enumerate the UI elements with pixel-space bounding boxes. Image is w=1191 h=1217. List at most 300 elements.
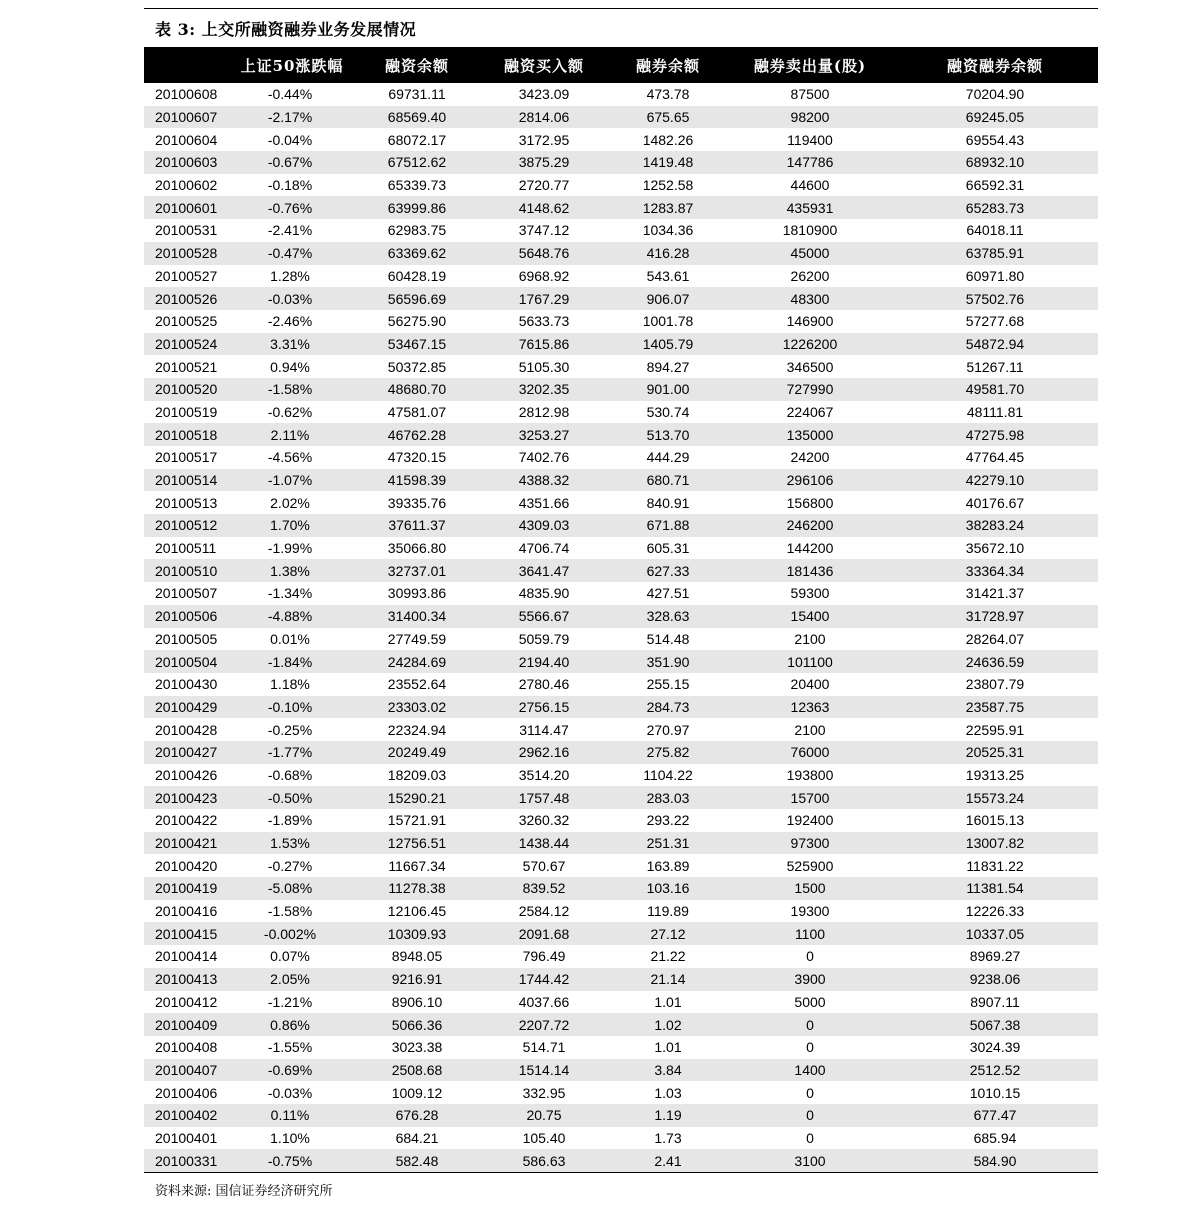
table-cell: 1482.26 (642, 131, 694, 148)
table-cell: 63999.86 (354, 196, 480, 219)
table-cell: 24636.59 (892, 650, 1098, 673)
table-cell: 146900 (786, 313, 834, 330)
table-cell: 5067.38 (892, 1013, 1098, 1036)
column-header: 融资融券余额 (892, 47, 1098, 83)
date-cell: 20100527 (155, 267, 218, 284)
table-cell: 1767.29 (480, 287, 608, 310)
table-cell: 840.91 (646, 494, 690, 511)
table-row (144, 673, 1098, 696)
table-cell: 32737.01 (354, 559, 480, 582)
table-row (144, 128, 1098, 151)
table-cell: 68072.17 (387, 131, 447, 148)
table-cell: -1.58% (267, 903, 313, 920)
table-cell: 3.31% (230, 333, 354, 356)
table-cell: 2.41 (608, 1149, 728, 1172)
table-cell: 283.03 (608, 786, 728, 809)
date-cell: 20100416 (155, 903, 218, 920)
table-row (144, 922, 1098, 945)
column-header: 融资买入额 (480, 47, 608, 83)
table-row (144, 106, 1098, 129)
table-cell: 63785.91 (892, 242, 1098, 265)
table-cell: 31400.34 (354, 605, 480, 628)
table-cell: 49581.70 (892, 378, 1098, 401)
table-cell: 47320.15 (387, 449, 447, 466)
table-cell: 20.75 (480, 1104, 608, 1127)
date-cell: 20100427 (144, 741, 230, 764)
table-cell: 76000 (728, 741, 892, 764)
table-cell: 514.48 (646, 630, 690, 647)
table-cell: 1.28% (270, 267, 310, 284)
date-cell: 20100408 (155, 1039, 218, 1056)
table-row (144, 1104, 1098, 1127)
table-cell: 44600 (790, 177, 830, 194)
table-cell: 1744.42 (480, 968, 608, 991)
table-cell: 11667.34 (388, 857, 446, 874)
table-cell: 12363 (728, 696, 892, 719)
table-cell: 3202.35 (480, 378, 608, 401)
table-row (144, 1059, 1098, 1082)
table-row (144, 378, 1098, 401)
table-cell: -1.55% (267, 1039, 313, 1056)
table-cell: -1.89% (267, 812, 313, 829)
date-cell: 20100526 (144, 287, 230, 310)
table-cell: 48680.70 (354, 378, 480, 401)
table-cell: 19300 (790, 903, 830, 920)
header-row (144, 47, 1098, 83)
table-cell: -0.44% (267, 86, 313, 103)
table-cell: 3641.47 (480, 559, 608, 582)
date-cell: 20100512 (144, 514, 230, 537)
table-cell: 255.15 (646, 676, 690, 693)
table-cell: 5000 (794, 993, 826, 1010)
table-row (144, 333, 1098, 356)
date-cell: 20100413 (144, 968, 230, 991)
table-cell: -4.88% (230, 605, 354, 628)
table-cell: 416.28 (608, 242, 728, 265)
table-cell: 5059.79 (518, 630, 570, 647)
table-cell: 3100 (728, 1149, 892, 1172)
table-cell: 60971.80 (965, 267, 1025, 284)
table-cell: 4309.03 (480, 514, 608, 537)
table-cell: 1.01 (654, 1039, 682, 1056)
table-container (144, 47, 1098, 1173)
table-cell: 296106 (728, 469, 892, 492)
date-cell: 20100603 (144, 151, 230, 174)
table-cell: 98200 (728, 106, 892, 129)
table-cell: 9216.91 (354, 968, 480, 991)
date-cell: 20100402 (144, 1104, 230, 1127)
table-cell: 35066.80 (387, 540, 447, 557)
table-cell: 8948.05 (391, 948, 443, 965)
table-cell: 4148.62 (480, 196, 608, 219)
table-cell: 251.31 (608, 832, 728, 855)
table-cell: 53467.15 (354, 333, 480, 356)
table-cell: 839.52 (480, 877, 608, 900)
table-cell: 2207.72 (480, 1013, 608, 1036)
table-cell: 0 (728, 1104, 892, 1127)
table-cell: 22595.91 (965, 721, 1025, 738)
table-cell: 11381.54 (892, 877, 1098, 900)
date-cell: 20100517 (155, 449, 218, 466)
date-cell: 20100428 (155, 721, 218, 738)
table-cell: 65283.73 (892, 196, 1098, 219)
table-cell: 246200 (728, 514, 892, 537)
table-row (144, 469, 1098, 492)
table-cell: 7402.76 (518, 449, 570, 466)
table-cell: 530.74 (646, 403, 690, 420)
date-cell: 20100423 (144, 786, 230, 809)
table-cell: 21.22 (650, 948, 686, 965)
table-cell: 156800 (786, 494, 834, 511)
table-cell: 63369.62 (354, 242, 480, 265)
table-cell: 2584.12 (518, 903, 570, 920)
table-cell: 60428.19 (387, 267, 447, 284)
table-cell: -1.58% (230, 378, 354, 401)
table-cell: 22324.94 (387, 721, 447, 738)
table-cell: -4.56% (267, 449, 313, 466)
table-cell: 181436 (728, 559, 892, 582)
table-cell: 328.63 (608, 605, 728, 628)
table-cell: 284.73 (608, 696, 728, 719)
table-cell: 2.05% (230, 968, 354, 991)
table-row (144, 401, 1098, 424)
table-cell: 1810900 (782, 222, 838, 239)
table-cell: 0 (728, 1013, 892, 1036)
table-cell: 13007.82 (892, 832, 1098, 855)
table-cell: 1252.58 (642, 177, 694, 194)
table-cell: 671.88 (608, 514, 728, 537)
table-cell: 15290.21 (354, 786, 480, 809)
table-header (144, 47, 1098, 83)
table-row (144, 877, 1098, 900)
table-cell: 21.14 (608, 968, 728, 991)
table-cell: 28264.07 (965, 630, 1025, 647)
table-cell: 677.47 (892, 1104, 1098, 1127)
table-cell: -2.46% (267, 313, 313, 330)
table-row (144, 355, 1098, 378)
table-cell: 435931 (728, 196, 892, 219)
table-cell: -0.002% (230, 922, 354, 945)
table-cell: 676.28 (354, 1104, 480, 1127)
table-cell: 97300 (728, 832, 892, 855)
table-cell: 2.02% (270, 494, 310, 511)
table-cell: 23552.64 (387, 676, 447, 693)
table-cell: 275.82 (608, 741, 728, 764)
table-cell: 51267.11 (966, 358, 1024, 375)
table-cell: 12756.51 (354, 832, 480, 855)
table-cell: 35672.10 (965, 540, 1025, 557)
table-cell: 39335.76 (387, 494, 447, 511)
table-row (144, 991, 1098, 1014)
table-cell: 894.27 (646, 358, 690, 375)
table-cell: 0.11% (230, 1104, 354, 1127)
table-cell: -2.17% (230, 106, 354, 129)
table-row (144, 219, 1098, 242)
table-cell: 0.01% (270, 630, 310, 647)
table-cell: 0 (806, 1039, 814, 1056)
table-cell: -1.07% (230, 469, 354, 492)
table-cell: 901.00 (608, 378, 728, 401)
table-cell: 20249.49 (354, 741, 480, 764)
table-row (144, 1127, 1098, 1150)
table-cell: -1.34% (267, 585, 313, 602)
date-cell: 20100518 (144, 423, 230, 446)
table-cell: 47581.07 (387, 403, 447, 420)
table-cell: 1.38% (230, 559, 354, 582)
table-cell: 2812.98 (518, 403, 570, 420)
table-cell: 5066.36 (354, 1013, 480, 1036)
table-cell: 5648.76 (480, 242, 608, 265)
date-cell: 20100520 (144, 378, 230, 401)
table-cell: 40176.67 (965, 494, 1025, 511)
table-cell: 38283.24 (892, 514, 1098, 537)
table-cell: -0.03% (267, 1084, 313, 1101)
table-cell: 23807.79 (965, 676, 1025, 693)
table-cell: 103.16 (608, 877, 728, 900)
table-cell: -0.27% (267, 857, 313, 874)
date-cell: 20100601 (144, 196, 230, 219)
table-row (144, 151, 1098, 174)
table-cell: 12106.45 (387, 903, 447, 920)
table-cell: 1226200 (728, 333, 892, 356)
date-cell: 20100524 (144, 333, 230, 356)
table-cell: 1.73 (654, 1129, 682, 1146)
table-cell: -0.50% (230, 786, 354, 809)
date-cell: 20100407 (144, 1059, 230, 1082)
table-row (144, 196, 1098, 219)
table-title: 表 3: 上交所融资融券业务发展情况 (155, 20, 417, 39)
top-rule (144, 8, 1098, 9)
table-cell: 70204.90 (965, 86, 1025, 103)
date-cell: 20100505 (155, 630, 218, 647)
table-cell: 33364.34 (892, 559, 1098, 582)
table-cell: 23303.02 (354, 696, 480, 719)
table-cell: 8969.27 (969, 948, 1021, 965)
table-cell: -0.76% (230, 196, 354, 219)
table-cell: 5105.30 (518, 358, 570, 375)
table-cell: 56275.90 (387, 313, 447, 330)
table-cell: 2100 (794, 630, 826, 647)
table-cell: 0 (806, 1129, 814, 1146)
table-cell: 54872.94 (892, 333, 1098, 356)
date-cell: 20100607 (144, 106, 230, 129)
table-cell: -1.99% (267, 540, 313, 557)
table-cell: 1438.44 (480, 832, 608, 855)
date-cell: 20100525 (155, 313, 218, 330)
margin-trading-table (144, 47, 1098, 1172)
date-cell: 20100412 (155, 993, 218, 1010)
table-cell: 0.94% (270, 358, 310, 375)
table-row (144, 945, 1098, 968)
table-cell: 16015.13 (965, 812, 1025, 829)
table-cell: 15721.91 (387, 812, 447, 829)
table-row (144, 832, 1098, 855)
table-cell: 2962.16 (480, 741, 608, 764)
table-cell: 3024.39 (969, 1039, 1021, 1056)
table-cell: 1.70% (230, 514, 354, 537)
table-cell: 3747.12 (518, 222, 570, 239)
date-cell: 20100602 (155, 177, 218, 194)
table-cell: 2756.15 (480, 696, 608, 719)
table-cell: 15573.24 (892, 786, 1098, 809)
table-cell: 1.01 (654, 993, 682, 1010)
date-cell: 20100604 (155, 131, 218, 148)
table-cell: 684.21 (395, 1129, 439, 1146)
table-cell: 2.11% (230, 423, 354, 446)
table-cell: 4706.74 (518, 540, 570, 557)
table-cell: 1400 (728, 1059, 892, 1082)
table-cell: 57277.68 (965, 313, 1025, 330)
date-cell: 20100506 (144, 605, 230, 628)
table-cell: 19313.25 (965, 766, 1025, 783)
table-cell: 473.78 (646, 86, 690, 103)
table-cell: 3023.38 (391, 1039, 443, 1056)
table-cell: -0.25% (267, 721, 313, 738)
table-row (144, 582, 1098, 605)
table-cell: -1.77% (230, 741, 354, 764)
table-row (144, 310, 1098, 333)
table-cell: 3172.95 (518, 131, 570, 148)
table-cell: 427.51 (646, 585, 690, 602)
table-cell: 346500 (786, 358, 834, 375)
table-cell: 24284.69 (354, 650, 480, 673)
table-row (144, 1149, 1098, 1172)
date-cell: 20100421 (144, 832, 230, 855)
table-cell: 513.70 (608, 423, 728, 446)
table-cell: 906.07 (608, 287, 728, 310)
table-row (144, 559, 1098, 582)
date-cell: 20100420 (155, 857, 218, 874)
table-cell: 46762.28 (354, 423, 480, 446)
date-cell: 20100419 (144, 877, 230, 900)
date-cell: 20100511 (155, 540, 217, 557)
table-cell: 224067 (786, 403, 834, 420)
table-cell: 1.53% (230, 832, 354, 855)
table-cell: 3260.32 (518, 812, 570, 829)
table-cell: 10337.05 (892, 922, 1098, 945)
date-cell: 20100414 (155, 948, 218, 965)
date-cell: 20100507 (155, 585, 218, 602)
table-cell: -1.84% (230, 650, 354, 673)
table-cell: 627.33 (608, 559, 728, 582)
table-cell: 3114.47 (519, 721, 569, 738)
table-cell: 6968.92 (518, 267, 570, 284)
table-row (144, 423, 1098, 446)
table-row (144, 174, 1098, 197)
table-row (144, 265, 1098, 288)
date-cell: 20100521 (155, 358, 218, 375)
table-cell: -0.69% (230, 1059, 354, 1082)
table-cell: 514.71 (522, 1039, 566, 1056)
table-cell: 727990 (728, 378, 892, 401)
table-cell: 47764.45 (965, 449, 1025, 466)
table-cell: 584.90 (892, 1149, 1098, 1172)
table-cell: -0.67% (230, 151, 354, 174)
date-cell: 20100504 (144, 650, 230, 673)
table-cell: 444.29 (646, 449, 690, 466)
table-cell: 66592.31 (965, 177, 1025, 194)
table-cell: 37611.37 (354, 514, 480, 537)
table-cell: 67512.62 (354, 151, 480, 174)
table-cell: 144200 (786, 540, 834, 557)
table-cell: 605.31 (646, 540, 690, 557)
table-cell: 5633.73 (518, 313, 570, 330)
table-row (144, 446, 1098, 469)
table-cell: 23587.75 (892, 696, 1098, 719)
table-row (144, 809, 1098, 832)
table-cell: 1100 (728, 922, 892, 945)
table-cell: 11278.38 (354, 877, 480, 900)
table-cell: 163.89 (646, 857, 690, 874)
table-cell: 0 (806, 1084, 814, 1101)
table-cell: 48300 (728, 287, 892, 310)
table-cell: 3900 (728, 968, 892, 991)
date-cell: 20100513 (155, 494, 218, 511)
table-cell: 119.89 (647, 903, 689, 920)
table-cell: 2508.68 (354, 1059, 480, 1082)
table-cell: 2512.52 (892, 1059, 1098, 1082)
table-cell: -5.08% (230, 877, 354, 900)
table-cell: 1104.22 (643, 766, 693, 783)
table-cell: 0.07% (270, 948, 310, 965)
table-cell: -0.10% (230, 696, 354, 719)
table-cell: 192400 (786, 812, 834, 829)
source-note: 资料来源: 国信证券经济研究所 (155, 1184, 333, 1199)
bottom-rule (144, 1172, 1098, 1173)
table-cell: 1.03 (654, 1084, 682, 1101)
table-cell: -1.21% (267, 993, 313, 1010)
table-cell: 147786 (728, 151, 892, 174)
table-cell: 2091.68 (480, 922, 608, 945)
table-cell: 4835.90 (518, 585, 570, 602)
table-cell: 31421.37 (965, 585, 1025, 602)
table-cell: 31728.97 (892, 605, 1098, 628)
date-cell: 20100430 (155, 676, 218, 693)
table-cell: 135000 (728, 423, 892, 446)
table-row (144, 718, 1098, 741)
table-cell: 1283.87 (608, 196, 728, 219)
table-row (144, 696, 1098, 719)
table-cell: 680.71 (608, 469, 728, 492)
table-cell: 2194.40 (480, 650, 608, 673)
table-cell: 20525.31 (892, 741, 1098, 764)
table-cell: 8907.11 (970, 993, 1020, 1010)
table-cell: 1514.14 (480, 1059, 608, 1082)
table-body (144, 83, 1098, 1172)
table-row (144, 514, 1098, 537)
table-row (144, 741, 1098, 764)
table-cell: 11831.22 (966, 857, 1024, 874)
date-cell: 20100415 (144, 922, 230, 945)
table-cell: 1419.48 (608, 151, 728, 174)
table-cell: 1405.79 (608, 333, 728, 356)
table-cell: 1500 (728, 877, 892, 900)
table-cell: 15700 (728, 786, 892, 809)
table-cell: 68569.40 (354, 106, 480, 129)
table-cell: 56596.69 (354, 287, 480, 310)
table-cell: 48111.81 (966, 403, 1024, 420)
table-cell: 2100 (794, 721, 826, 738)
column-header: 融券余额 (608, 47, 728, 83)
table-cell: 30993.86 (387, 585, 447, 602)
table-cell: 5566.67 (480, 605, 608, 628)
date-cell: 20100528 (144, 242, 230, 265)
table-cell: 18209.03 (387, 766, 447, 783)
table-cell: 2780.46 (518, 676, 570, 693)
table-cell: 7615.86 (480, 333, 608, 356)
table-cell: 24200 (790, 449, 830, 466)
table-cell: 62983.75 (387, 222, 447, 239)
